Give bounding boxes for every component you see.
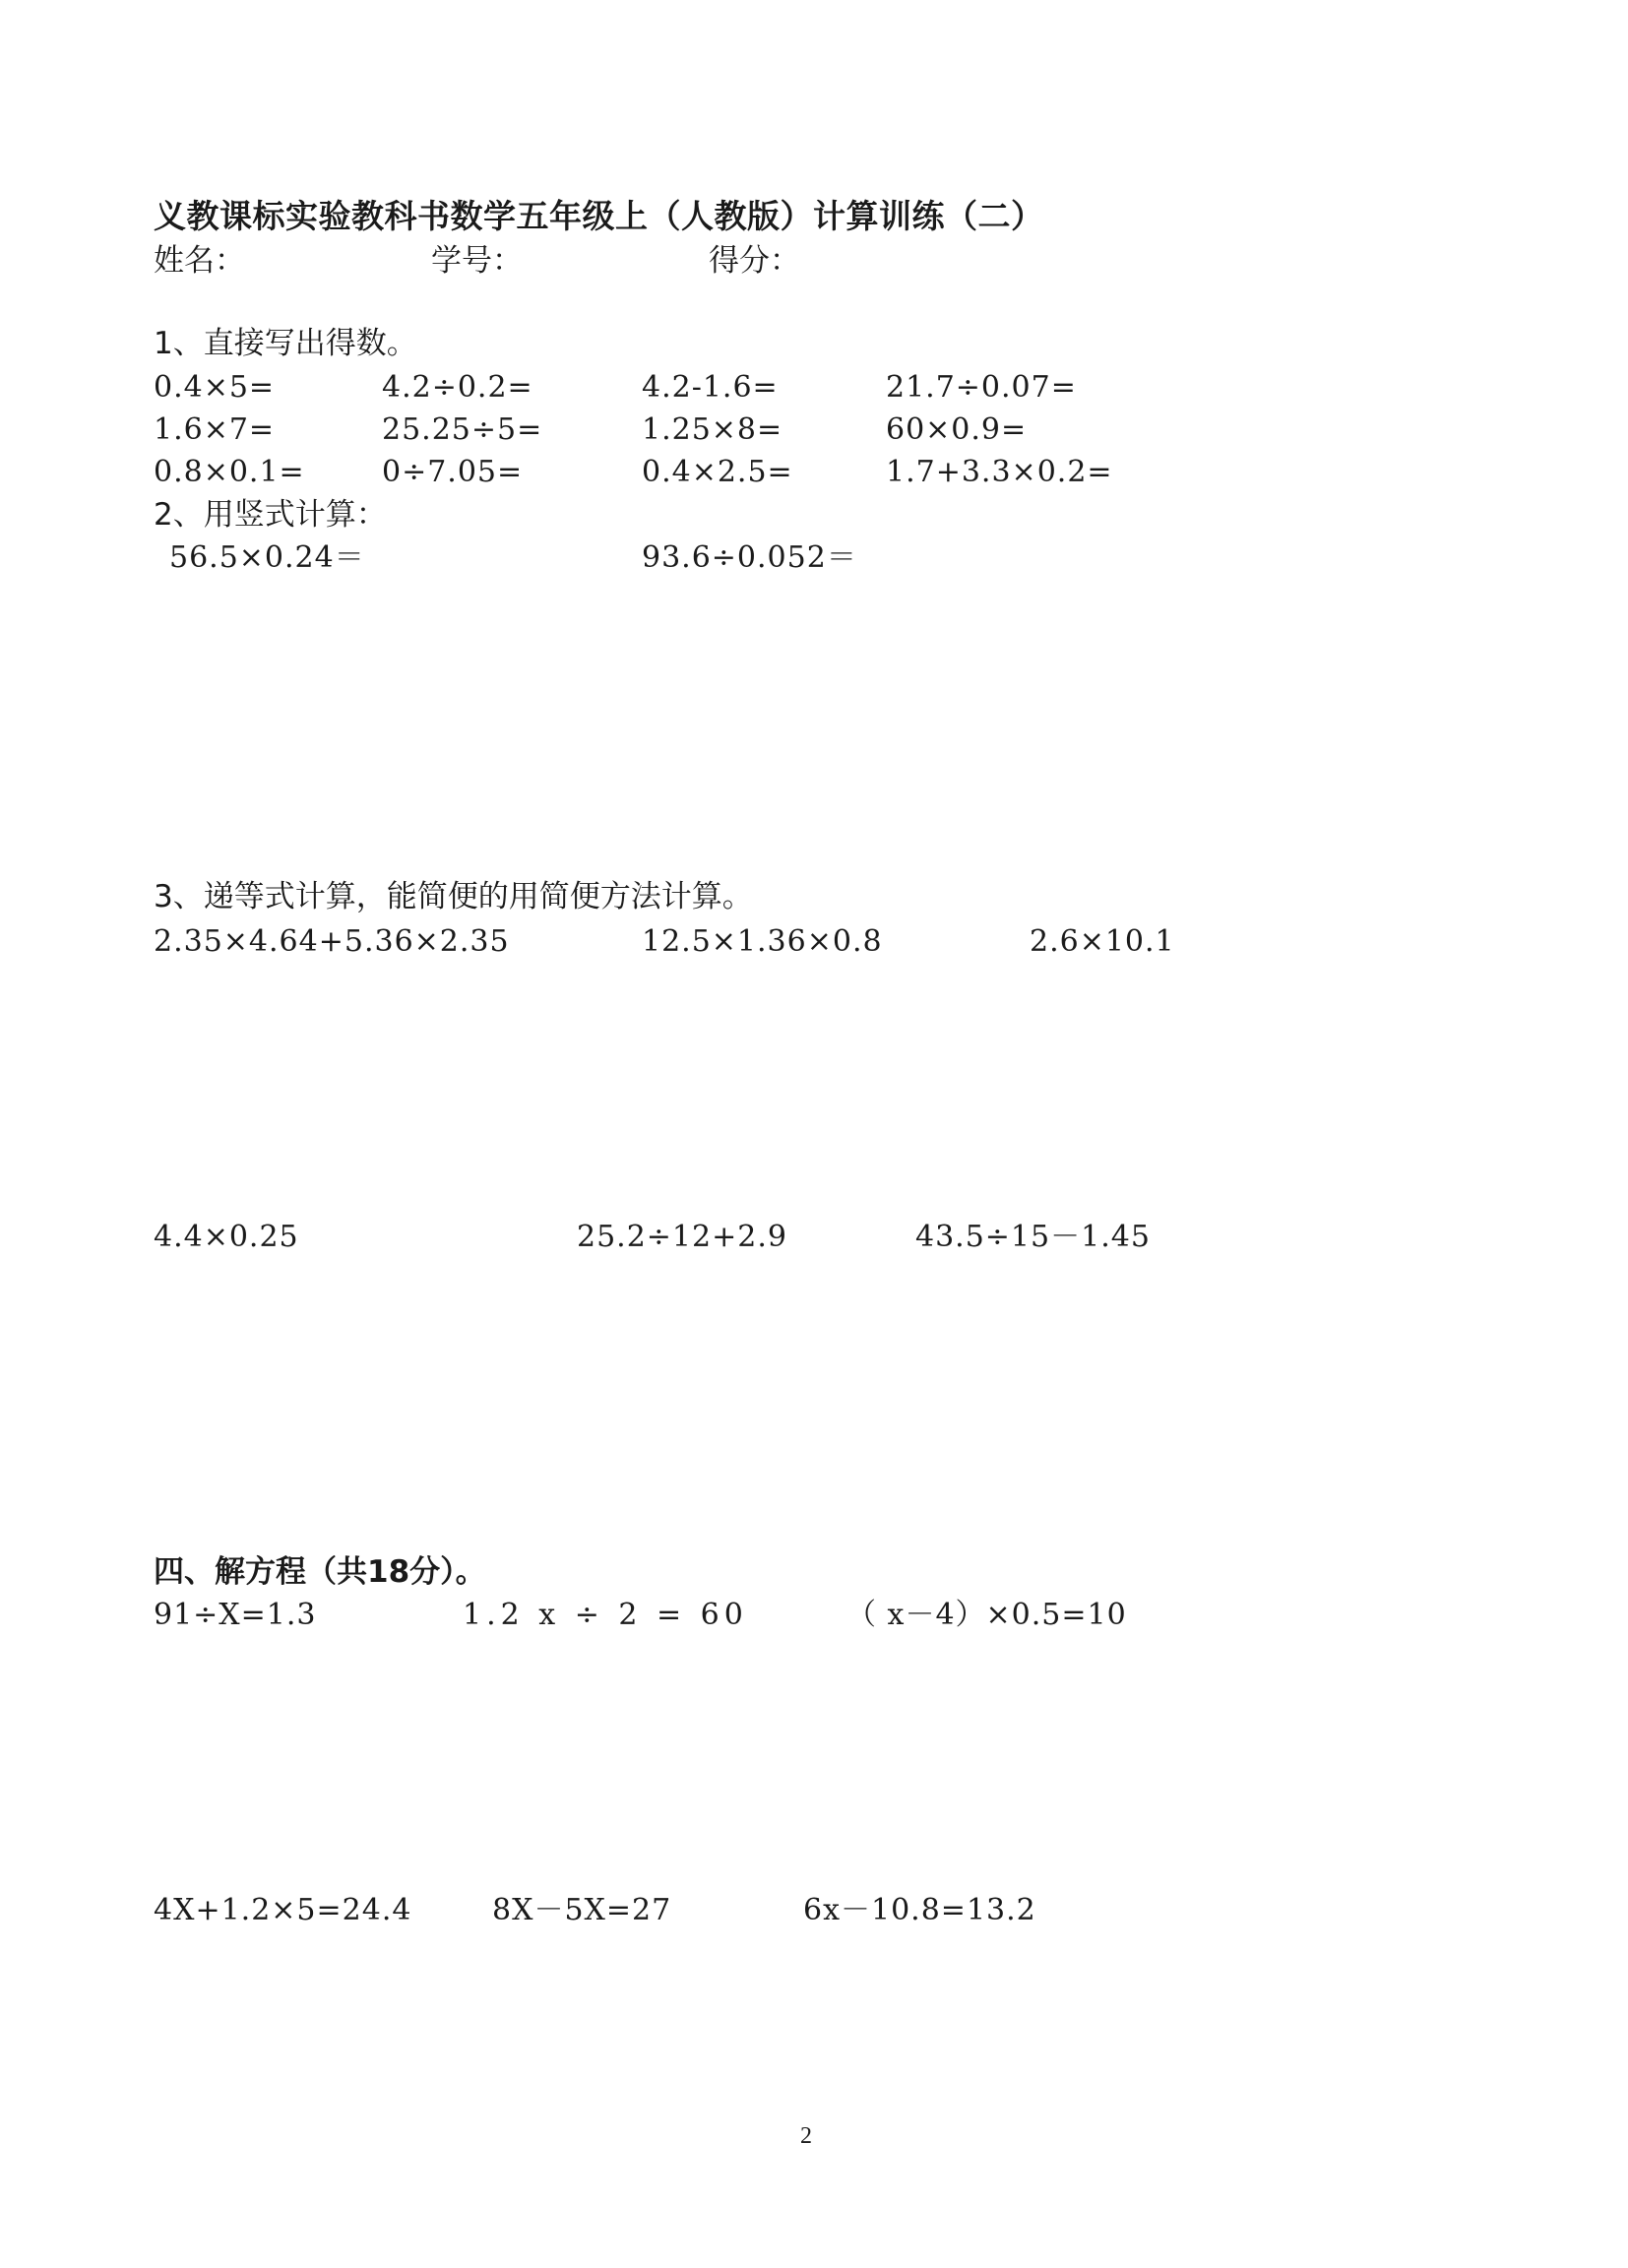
score-label: 得分： [709,243,800,279]
section1-problem: 0.8×0.1= [154,455,305,489]
section3-heading: 3、递等式计算，能简便的用简便方法计算。 [154,879,753,914]
section2-problem: 56.5×0.24＝ [169,540,365,575]
section4-equation: 6x－10.8=13.2 [803,1893,1036,1927]
page-number: 2 [800,2123,812,2149]
section4-equation: 4X+1.2×5=24.4 [154,1893,412,1927]
section3-problem: 25.2÷12+2.9 [577,1220,787,1254]
section1-problem: 0÷7.05= [382,455,524,489]
section1-problem: 1.7+3.3×0.2= [886,455,1113,489]
section1-problem: 1.6×7= [154,412,276,447]
section3-problem: 12.5×1.36×0.8 [642,924,883,959]
name-label: 姓名： [154,243,245,279]
section1-problem: 4.2-1.6= [642,370,779,405]
section4-equation: 1.2 x ÷ 2 = 60 [463,1598,748,1632]
section1-problem: 1.25×8= [642,412,783,447]
section1-heading: 1、直接写出得数。 [154,326,417,361]
section1-problem: 25.25÷5= [382,412,543,447]
section4-equation: 91÷X=1.3 [154,1598,317,1632]
section3-problem: 2.35×4.64+5.36×2.35 [154,924,510,959]
section2-heading: 2、用竖式计算： [154,497,387,533]
section1-problem: 4.2÷0.2= [382,370,533,405]
section3-problem: 2.6×10.1 [1030,924,1175,959]
section4-heading: 四、解方程（共18分）。 [154,1554,486,1590]
student-id-label: 学号： [431,243,523,279]
section3-problem: 43.5÷15－1.45 [915,1220,1151,1254]
section4-equation: （ x－4）×0.5=10 [846,1598,1127,1632]
worksheet-title: 义教课标实验教科书数学五年级上（人教版）计算训练（二） [154,197,1044,235]
section3-problem: 4.4×0.25 [154,1220,299,1254]
section1-problem: 0.4×2.5= [642,455,793,489]
section4-equation: 8X－5X=27 [492,1893,672,1927]
section2-problem: 93.6÷0.052＝ [642,540,857,575]
section1-problem: 60×0.9= [886,412,1028,447]
section1-problem: 21.7÷0.07= [886,370,1077,405]
section1-problem: 0.4×5= [154,370,276,405]
